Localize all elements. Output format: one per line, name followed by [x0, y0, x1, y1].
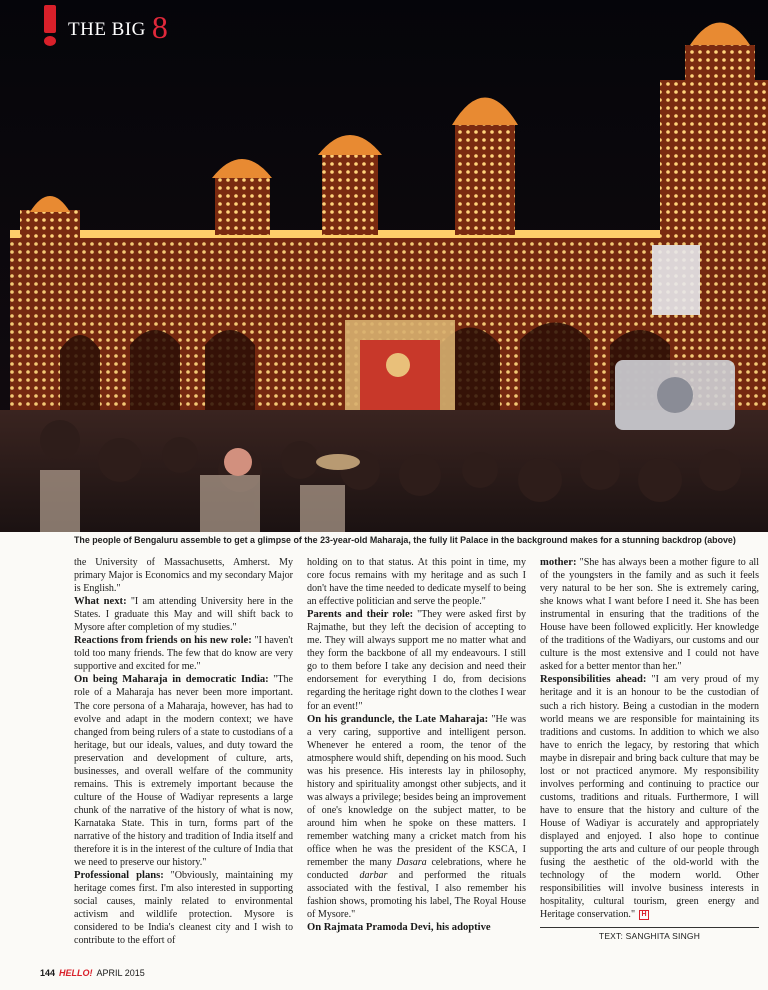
author-credit: TEXT: SANGHITA SINGH	[598, 931, 701, 941]
article-column-3	[540, 556, 759, 921]
answer: "I am very proud of my heritage and it is an honour to be the custodian of such a rich history. Being a custodian in the modern world means we are responsible for maintaining its traditions and customs. In addition to which we also have to enrich the legacy, by restoring that which maybe in disrepair and bring back culture that may be lost or not practiced anymore. My responsibility involves performing and continuing to practice our customs, traditions and rituals. Furthermore, I will have to ensure that the history and culture of the House of Wadiyar is accurately and appropriately displayed and enjoyed. I also hope to continue supporting the arts and culture of our people through fusing the aesthetic of the old-world with the technology of the modern world. Other responsibilities will involve business interests in hospitality, cultural tourism, green energy and Heritage conservation."	[540, 674, 759, 921]
answer: and performed the rituals associated with the festival, I also remember his fashion shows, promoting his label, The Royal House of Mysore."	[307, 870, 526, 921]
question-heading: On being Maharaja in democratic India:	[74, 674, 269, 686]
credit-block	[540, 927, 759, 941]
section-header	[40, 4, 168, 48]
exclamation-icon	[40, 5, 60, 47]
question-heading: mother:	[540, 557, 577, 568]
page-footer	[40, 968, 145, 978]
question-heading: What next:	[74, 596, 127, 608]
question-heading: On his granduncle, the Late Maharaja:	[307, 713, 489, 725]
question-heading: On Rajmata Pramoda Devi, his adoptive	[307, 922, 491, 934]
issue-date: APRIL 2015	[96, 968, 145, 978]
answer: "I haven't told too many friends. The few that do know are very supportive and excited for me."	[74, 635, 294, 673]
answer: celebrations, where he conducted	[307, 857, 526, 882]
section-number: 8	[151, 8, 168, 45]
answer: "They were asked first by Rajmathe, but they left the decision of accepting to me. They will always support me no matter what and they form the backbone of all my endeavours. I still go to them before I take any decision and need their endorsement for everything I do, from decisions regarding the heritage right down to the clothes I wear for an event!"	[307, 609, 526, 712]
question-heading: Reactions from friends on his new role:	[74, 635, 252, 647]
answer: "I am attending University here in the States. I graduate this May and will shift back to Mysore after completion of my studies."	[74, 596, 293, 634]
article-column-1	[74, 556, 293, 947]
answer: "He was a very caring, supportive and intelligent person. Whenever he entered a room, the tenor of the atmosphere would shift, depending on his mood. Such was his presence. His interests lay in philosophy, history and spirituality amongst other subjects, and it was always a privilege; besides being an improvement of one's knowledge on the subject matter, to be around him when he spoke on these matters. I remember watching many a cricket match from his office when he was the president of the KSCA, I remember the many	[307, 713, 527, 869]
paragraph: holding on to that status. At this point in time, my core focus remains with my heritage and as such I don't have the time needed to dedicate myself to being an effective politician and serve the people."	[307, 557, 526, 608]
answer: "The role of a Maharaja has never been more important. The core persona of a Maharaja, however, has had to evolve and adapt in the modern context; we have changed from being rulers of a state to custodians of a heritage, but our ideals, values, and duty toward the preservation and development of culture, arts, businesses, and overall welfare of the community remains. This is extremely important because the culture of the House of Wadiyar represents a large chunk of the narrative of the history of what is now, Karnataka State. This in turn, forms part of the narrative of the history and tradition of India itself and therefore it is in the interest of the culture of India that we need to preserve our history."	[74, 674, 294, 869]
emphasis: Dasara	[396, 857, 427, 869]
divider	[540, 927, 759, 928]
answer: "Obviously, maintaining my heritage comes first. I'm also interested in supporting social causes, mainly related to environmental activism and wildlife protection. Mysore is considered to be India's cleanest city and I wish to contribute to the effort of	[74, 870, 293, 947]
question-heading: Parents and their role:	[307, 609, 414, 621]
magazine-name: HELLO!	[59, 968, 93, 978]
emphasis: darbar	[359, 870, 388, 882]
section-title: THE BIG	[68, 19, 146, 40]
article-column-2	[307, 556, 526, 934]
page-number: 144	[40, 968, 56, 978]
photo-caption: The people of Bengaluru assemble to get a glimpse of the 23-year-old Maharaja, the fully lit Palace in the background makes for a stunning backdrop (above)	[74, 535, 736, 545]
question-heading: Responsibilities ahead:	[540, 674, 647, 686]
paragraph: the University of Massachusetts, Amherst. My primary Major is Economics and my secondary Major is English."	[74, 557, 293, 595]
answer: "She has always been a mother figure to all of the youngsters in the family and as such it feels very natural to be her son. She is extremely caring, she knows what I want before I need it. She has been instrumental in ensuring that the traditions of the House have been followed explicitly. Her knowledge of the traditions of the Wadiyars, our customs and our culture is the most extensive and I could not have asked for a better mentor than her."	[540, 557, 759, 673]
question-heading: Professional plans:	[74, 870, 164, 882]
end-mark-icon: H	[639, 910, 649, 920]
